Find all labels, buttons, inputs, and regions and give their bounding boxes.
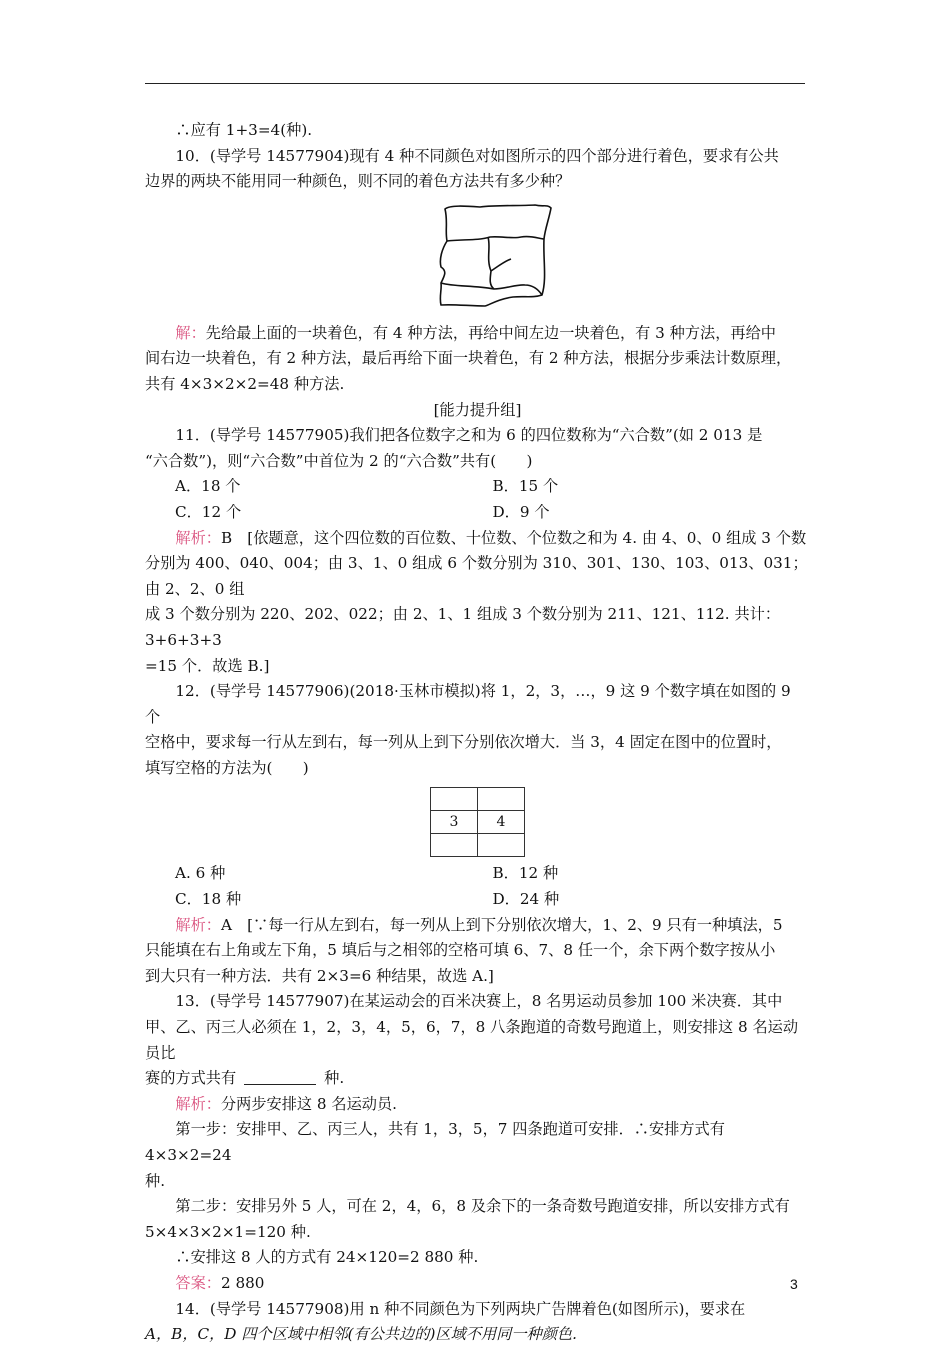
a10-text: 共有 4×3×2×2=48 种方法. [145,374,345,393]
grid-row [431,834,525,857]
q11-options [145,500,810,526]
answer-value: 2 880 [220,1273,265,1292]
q12-text: 填写空格的方法为( ) [145,758,309,777]
grid-cell: 3 [431,811,478,834]
q13-text: 赛的方式共有 [145,1069,237,1088]
answer-label: 答案： [175,1273,221,1292]
a13-text: ∴安排这 8 人的方式有 24×120=2 880 种. [175,1248,479,1267]
a13-text: 第一步：安排甲、乙、丙三人，共有 1，3，5，7 四条跑道可安排．∴安排方式有 4×3×2=24 [145,1120,725,1164]
page-content [145,118,810,1348]
option-b: B．12 种 [492,864,559,883]
analysis-label: 解析： [175,915,221,934]
q13-text: 种. [324,1069,345,1088]
grid-cell [431,788,478,811]
answer-blank [244,1070,316,1085]
grid-cell: 4 [478,811,525,834]
q14-text: A，B，C，D 四个区域中相邻(有公共边的)区域不用同一种颜色. [145,1325,577,1344]
region-border-middle [488,237,494,289]
grid-cell [478,834,525,857]
analysis-label: 解析： [175,1094,221,1113]
text-line: ∴应有 1+3=4(种). [175,121,313,139]
q10-figure [145,199,810,317]
q14-text: 14．(导学号 14577908)用 n 种不同颜色为下列两块广告牌着色(如图所示)，要求在 [175,1299,746,1318]
q10-text: 边界的两块不能用同一种颜色，则不同的着色方法共有多少种？ [145,172,571,191]
analysis-label: 解析： [175,528,221,547]
a13-text: 5×4×3×2×1=120 种. [145,1222,311,1241]
a13-text: 种. [145,1171,166,1190]
q12-options [145,887,810,913]
option-c: C．12 个 [175,502,242,521]
grid-cell [478,788,525,811]
number-grid [430,787,525,857]
option-a: A. 6 种 [175,864,226,883]
grid-row [431,811,525,834]
q12-options [145,861,810,887]
a11-text: 成 3 个数分别为 220、202、022；由 2、1、1 组成 3 个数分别为 211、121、112. 共计：3+6+3+3 [145,605,781,649]
region-outline [440,205,551,306]
region-border-notch [491,259,511,271]
header-rule [145,83,805,84]
option-d: D．9 个 [492,502,550,521]
q13-text: 甲、乙、丙三人必须在 1，2，3，4，5，6，7，8 八条跑道的奇数号跑道上，则安排这 8 名运动员比 [145,1018,799,1062]
a12-text: A [∵每一行从左到右，每一列从上到下分别依次增大，1、2、9 只有一种填法，5 [220,915,783,934]
a13-text: 第二步：安排另外 5 人，可在 2，4，6，8 及余下的一条奇数号跑道安排，所以安排方式有 [175,1197,790,1216]
q12-text: 空格中，要求每一行从左到右，每一列从上到下分别依次增大．当 3，4 固定在图中的位置时， [145,733,782,752]
q12-text: 12．(导学号 14577906)(2018·玉林市模拟)将 1，2，3，…，9 这 9 个数字填在如图的 9 个 [145,682,791,726]
four-region-map [145,199,810,317]
grid-cell [431,834,478,857]
a11-text: =15 个．故选 B.] [145,656,270,675]
option-d: D．24 种 [492,890,560,909]
q13-text: 13．(导学号 14577907)在某运动会的百米决赛上，8 名男运动员参加 100 米决赛．其中 [175,992,783,1011]
a12-text: 只能填在右上角或左下角，5 填后与之相邻的空格可填 6、7、8 任一个，余下两个数字按从小 [145,941,776,960]
q11-options [145,474,810,500]
a11-text: 分别为 400、040、004；由 3、1、0 组成 6 个数分别为 310、301、130、103、013、031；由 2、2、0 组 [145,554,808,598]
a13-text: 分两步安排这 8 名运动员. [220,1094,397,1113]
section-title: [能力提升组] [433,400,522,419]
a10-text: 间右边一块着色，有 2 种方法，最后再给下面一块着色，有 2 种方法，根据分步乘法计数原理， [145,349,792,368]
q10-text: 10．(导学号 14577904)现有 4 种不同颜色对如图所示的四个部分进行着色，要求有公共 [175,146,779,165]
option-c: C．18 种 [175,890,242,909]
solution-label: 解： [175,323,206,342]
q11-text: 11．(导学号 14577905)我们把各位数字之和为 6 的四位数称为“六合数”(如 2 013 是 [175,426,763,445]
a11-text: B [依题意，这个四位数的百位数、十位数、个位数之和为 4. 由 4、0、0 组成 3 个数 [220,528,807,547]
region-border-top [447,236,544,241]
q11-text: “六合数”)，则“六合数”中首位为 2 的“六合数”共有( ) [145,451,533,470]
option-b: B．15 个 [492,477,559,496]
a12-text: 到大只有一种方法．共有 2×3=6 种结果，故选 A.] [145,966,494,985]
grid-row [431,788,525,811]
option-a: A．18 个 [175,477,241,496]
a10-text: 先给最上面的一块着色，有 4 种方法，再给中间左边一块着色，有 3 种方法，再给中 [205,323,776,342]
page-number: 3 [790,1276,798,1292]
